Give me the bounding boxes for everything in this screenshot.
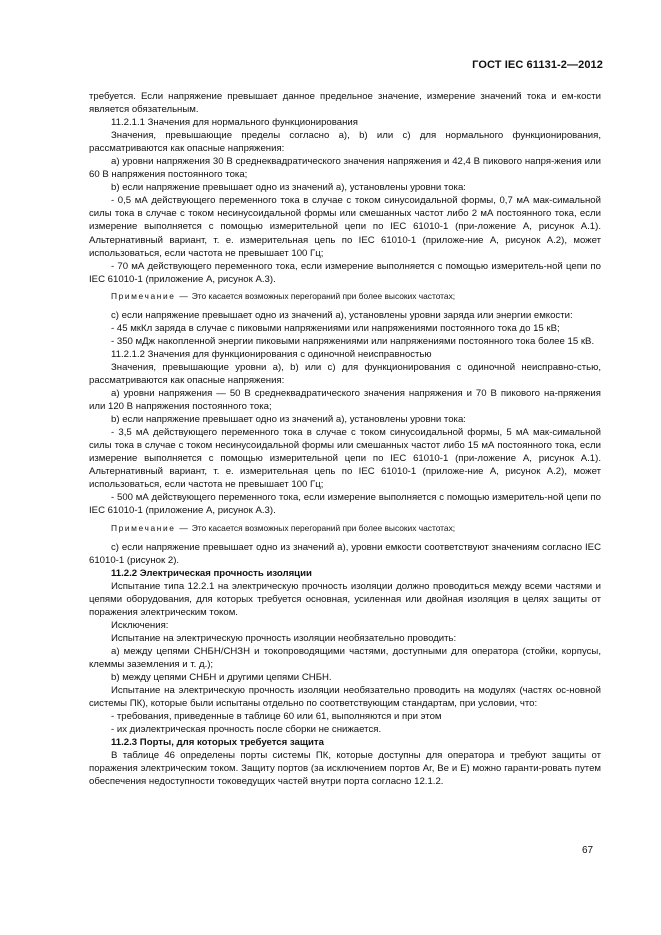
body-paragraph: - 350 мДж накопленной энергии пиковыми напряжениями или напряжениями постоянного тока более 15 кВ. [111, 335, 595, 347]
body-paragraph: Значения, превышающие пределы согласно a), b) или c) для нормального функционирования, рассматриваются как опасные напряжения: [89, 130, 601, 155]
body-paragraph: Испытание на электрическую прочность изоляции необязательно проводить на модулях (частях ос-новной системы ПК), которые были испытаны отдельно по соответствующим стандартам, при условии, что: [89, 685, 601, 710]
document-body [89, 90, 601, 788]
note-text: Это касается возможных перегораний при более высоких частотах; [191, 290, 456, 301]
body-paragraph: - их диэлектрическая прочность после сборки не снижается. [111, 724, 382, 736]
body-paragraph: Испытание на электрическую прочность изоляции необязательно проводить: [111, 632, 457, 644]
body-paragraph: a) между цепями СНБН/СНЗН и токопроводящими частями, доступными для оператора (стойки, корпусы, клеммы заземления и т. д.); [89, 645, 601, 670]
body-paragraph: 11.2.1.1 Значения для нормального функционирования [111, 117, 358, 129]
body-paragraph: Испытание типа 12.2.1 на электрическую прочность изоляции должно проводиться между всеми частями и цепями оборудования, для которых требуется основная, усиленная или двойная изоляция в целях защиты от поражения электрическим током. [89, 580, 601, 618]
document-header: ГОСТ IEC 61131-2—2012 [472, 59, 603, 71]
body-paragraph: - 45 мкКл заряда в случае с пиковыми напряжениями или напряжениями постоянного тока до 15 кВ; [111, 322, 560, 334]
body-paragraph: - 3,5 мА действующего переменного тока в случае с током синусоидальной формы, 5 мА мак-симальной силы тока в случае с током несинусоидальной формы или смешанных частот либо 15 мА постоянного тока, если измерение выполняется с помощью измерительной цепи по IEC 61010-1 (при-ложение A, рисунок A.1). Альтернативный вариант, т. е. измерительная цепь по IEC 61010-1 (приложе-ние A, рисунок A.2), может использоваться, если частота не превышает 100 Гц; [89, 427, 601, 491]
body-paragraph: В таблице 46 определены порты системы ПК, которые доступны для оператора и требуют защиты от поражения электрическим током. Защиту портов (за исключением портов Ar, Be и E) можно гаранти-ровать путем обеспечения недоступности токоведущих частей внутри порта согласно 12.1.2. [89, 750, 601, 788]
page-number: 67 [582, 845, 594, 856]
body-paragraph: c) если напряжение превышает одно из значений a), уровни емкости соответствуют значениям согласно IEC 61010-1 (рисунок 2). [89, 541, 601, 566]
note-label: Примечание — [111, 522, 190, 533]
body-paragraph: a) уровни напряжения — 50 В среднеквадратического значения напряжения и 70 В пикового на-пряжения или 120 В напряжения постоянного тока; [89, 388, 601, 413]
note-paragraph [89, 290, 601, 303]
section-heading: 11.2.2 Электрическая прочность изоляции [111, 567, 312, 579]
body-paragraph: 11.2.1.2 Значения для функционирования с одиночной неисправностью [111, 348, 432, 360]
body-paragraph: b) если напряжение превышает одно из значений a), установлены уровни тока: [111, 414, 466, 426]
body-paragraph: требуется. Если напряжение превышает данное предельное значение, измерение значений тока и ем-кости является обязательным. [89, 91, 601, 116]
body-paragraph: b) между цепями СНБН и другими цепями СНБН. [111, 672, 332, 684]
body-paragraph: - 70 мА действующего переменного тока, если измерение выполняется с помощью измеритель-ной цепи по IEC 61010-1 (приложение A, рисунок A.3). [89, 260, 601, 285]
section-heading: 11.2.3 Порты, для которых требуется защита [111, 737, 324, 749]
note-paragraph [89, 522, 601, 535]
body-paragraph: Значения, превышающие уровни a), b) или c) для функционирования с одиночной неисправно-стью, рассматриваются как опасные напряжения: [89, 361, 601, 386]
body-paragraph: - требования, приведенные в таблице 60 или 61, выполняются и при этом [111, 711, 442, 723]
body-paragraph: Исключения: [111, 619, 169, 631]
body-paragraph: c) если напряжение превышает одно из значений a), установлены уровни заряда или энергии емкости: [111, 309, 573, 321]
note-label: Примечание — [111, 290, 190, 301]
body-paragraph: a) уровни напряжения 30 В среднеквадратического значения напряжения и 42,4 В пикового напря-жения или 60 В напряжения постоянного тока; [89, 156, 601, 181]
body-paragraph: - 500 мА действующего переменного тока, если измерение выполняется с помощью измеритель-ной цепи по IEC 61010-1 (приложение A, рисунок A.3). [89, 492, 601, 517]
body-paragraph: - 0,5 мА действующего переменного тока в случае с током синусоидальной формы, 0,7 мА мак-симальной силы тока в случае с током несинусоидальной формы или смешанных частот либо 2 мА постоянного тока, если измерение выполняется с помощью измерительной цепи по IEC 61010-1 (при-ложение A, рисунок A.1). Альтернативный вариант, т. е. измерительная цепь по IEC 61010-1 (приложе-ние A, рисунок A.2), может использоваться, если частота не превышает 100 Гц; [89, 195, 601, 259]
body-paragraph: b) если напряжение превышает одно из значений a), установлены уровни тока: [111, 182, 466, 194]
note-text: Это касается возможных перегораний при более высоких частотах; [191, 522, 456, 533]
